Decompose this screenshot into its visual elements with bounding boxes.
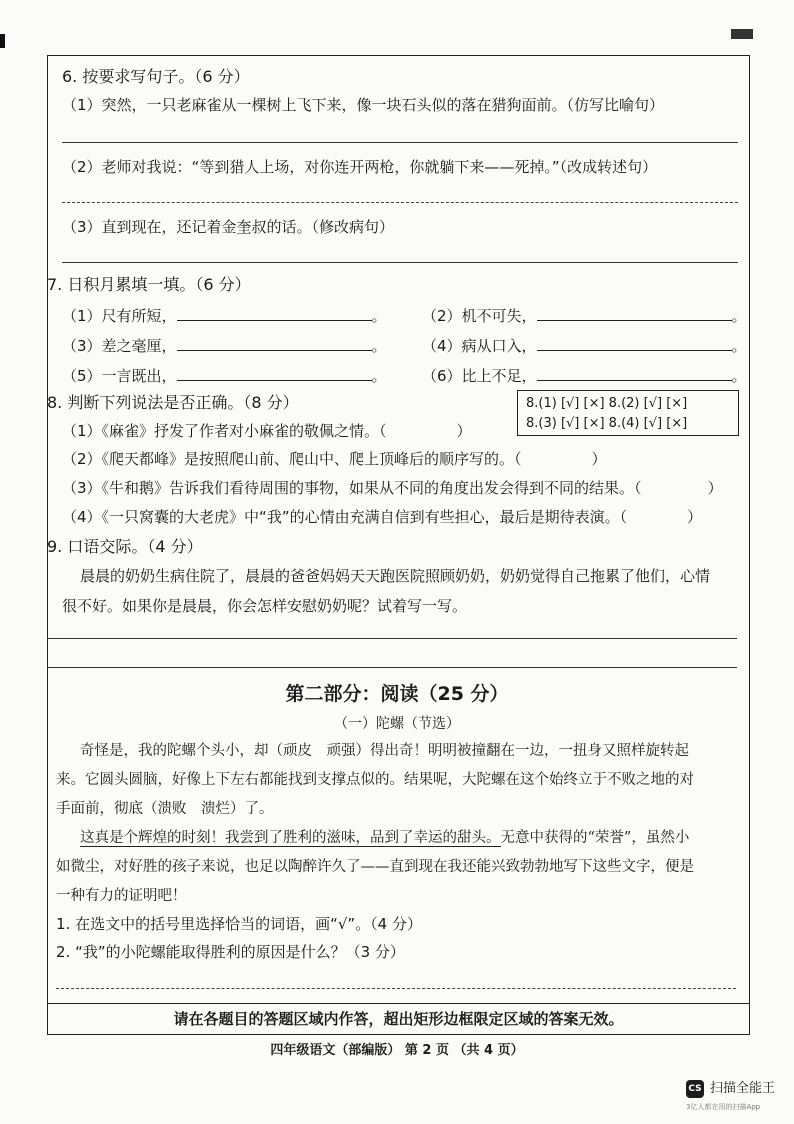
q7-title: 7. 日积月累填一填。（6 分） [47,275,251,294]
q7-item-2 [422,306,747,326]
fill-blank[interactable] [177,336,372,351]
close-paren: ） [456,422,472,440]
q8-item-4-text: （4）《一只窝囊的大老虎》中“我”的心情由充满自信到有些担心，最后是期待表演。（ [62,508,628,526]
period: 。 [731,337,747,355]
answer-line[interactable] [62,202,738,203]
q7-item-2-text: （2）机不可失， [422,307,537,325]
close-paren: ） [707,479,723,497]
page-footer: 四年级语文（部编版） 第 2 页 （共 4 页） [270,1043,524,1058]
answer-line[interactable] [62,262,738,263]
scan-corner-mark-right [731,29,753,39]
passage-line: 来。它圆头圆脑，好像上下左右都能找到支撑点似的。结果呢，大陀螺在这个始终立于不败之地的对 [56,772,694,788]
passage-line: 如微尘，对好胜的孩子来说，也足以陶醉许久了——直到现在我还能兴致勃勃地写下这些文字，便是 [56,859,694,875]
fill-blank[interactable] [537,306,732,321]
q8-item-2 [62,449,607,469]
q8-item-3 [62,478,723,498]
passage-title: （一）陀螺（节选） [334,716,460,732]
judgement-answer-box[interactable] [517,390,739,436]
q9-title: 9. 口语交际。（4 分） [47,537,203,556]
passage-text: 无意中获得的“荣誉”，虽然小 [500,830,690,846]
period: 。 [731,307,747,325]
q7-item-5 [62,366,387,386]
answer-line[interactable] [47,667,737,668]
q7-item-6 [422,366,747,386]
passage-line: 手面前，彻底（溃败 溃烂）了。 [56,801,274,817]
close-paren: ） [687,508,703,526]
fill-blank[interactable] [537,366,732,381]
fill-blank[interactable] [177,366,372,381]
scan-corner-mark-left [0,34,5,48]
q8-item-1-text: （1）《麻雀》抒发了作者对小麻雀的敬佩之情。（ [62,422,387,440]
judgement-row-2[interactable]: 8.(3) [√] [×] 8.(4) [√] [×] [526,416,688,431]
q9-text-line-1: 晨晨的奶奶生病住院了，晨晨的爸爸妈妈天天跑医院照顾奶奶，奶奶觉得自己拖累了他们，心情 [80,567,711,585]
q6-item-2: （2）老师对我说：“等到猎人上场，对你连开两枪，你就躺下来——死掉。”（改成转述句） [62,158,658,176]
q6-title: 6. 按要求写句子。（6 分） [62,67,250,86]
q7-item-5-text: （5）一言既出， [62,367,177,385]
q6-item-1: （1）突然，一只老麻雀从一棵树上飞下来，像一块石头似的落在猎狗面前。（仿写比喻句） [62,96,665,114]
period: 。 [371,307,387,325]
q8-title: 8. 判断下列说法是否正确。（8 分） [47,393,299,412]
scanner-logo-icon: CS [686,1080,704,1098]
passage-line: 一种有力的证明吧！ [56,888,187,904]
fill-blank[interactable] [177,306,372,321]
answer-area-notice: 请在各题目的答题区域内作答，超出矩形边框限定区域的答案无效。 [47,1003,750,1035]
q8-item-3-text: （3）《牛和鹅》告诉我们看待周围的事物，如果从不同的角度出发会得到不同的结果。（ [62,479,642,497]
answer-line[interactable] [47,638,737,639]
close-paren: ） [591,450,607,468]
period: 。 [371,367,387,385]
passage-line: 奇怪是，我的陀螺个头小，却（顽皮 顽强）得出奇！明明被撞翻在一边，一扭身又照样旋转起 [80,743,689,759]
q7-item-3-text: （3）差之毫厘， [62,337,177,355]
q8-item-2-text: （2）《爬天都峰》是按照爬山前、爬山中、爬上顶峰后的顺序写的。（ [62,450,522,468]
reading-q1: 1. 在选文中的括号里选择恰当的词语，画“√”。（4 分） [56,915,422,933]
passage-line [80,828,689,848]
q7-item-1-text: （1）尺有所短， [62,307,177,325]
q8-item-1 [62,421,472,441]
scanner-tagline: 3亿人都在用的扫描App [686,1103,761,1111]
q7-item-3 [62,336,387,356]
period: 。 [371,337,387,355]
scanner-app-name: 扫描全能王 [710,1081,776,1096]
answer-line[interactable] [56,988,736,989]
period: 。 [731,367,747,385]
q6-item-3: （3）直到现在，还记着金奎叔的话。（修改病句） [62,218,395,236]
answer-line[interactable] [62,142,738,143]
q7-item-1 [62,306,387,326]
q9-text-line-2: 很不好。如果你是晨晨，你会怎样安慰奶奶呢？试着写一写。 [62,597,468,615]
q7-item-4-text: （4）病从口入， [422,337,537,355]
q7-item-6-text: （6）比上不足， [422,367,537,385]
judgement-row-1[interactable]: 8.(1) [√] [×] 8.(2) [√] [×] [526,396,688,411]
q7-item-4 [422,336,747,356]
reading-q2: 2. “我”的小陀螺能取得胜利的原因是什么？（3 分） [56,943,405,961]
underlined-sentence: 这真是个辉煌的时刻！我尝到了胜利的滋味，品到了幸运的甜头。 [80,830,501,846]
fill-blank[interactable] [537,336,732,351]
q8-item-4 [62,507,702,527]
part2-heading: 第二部分：阅读（25 分） [285,683,509,705]
